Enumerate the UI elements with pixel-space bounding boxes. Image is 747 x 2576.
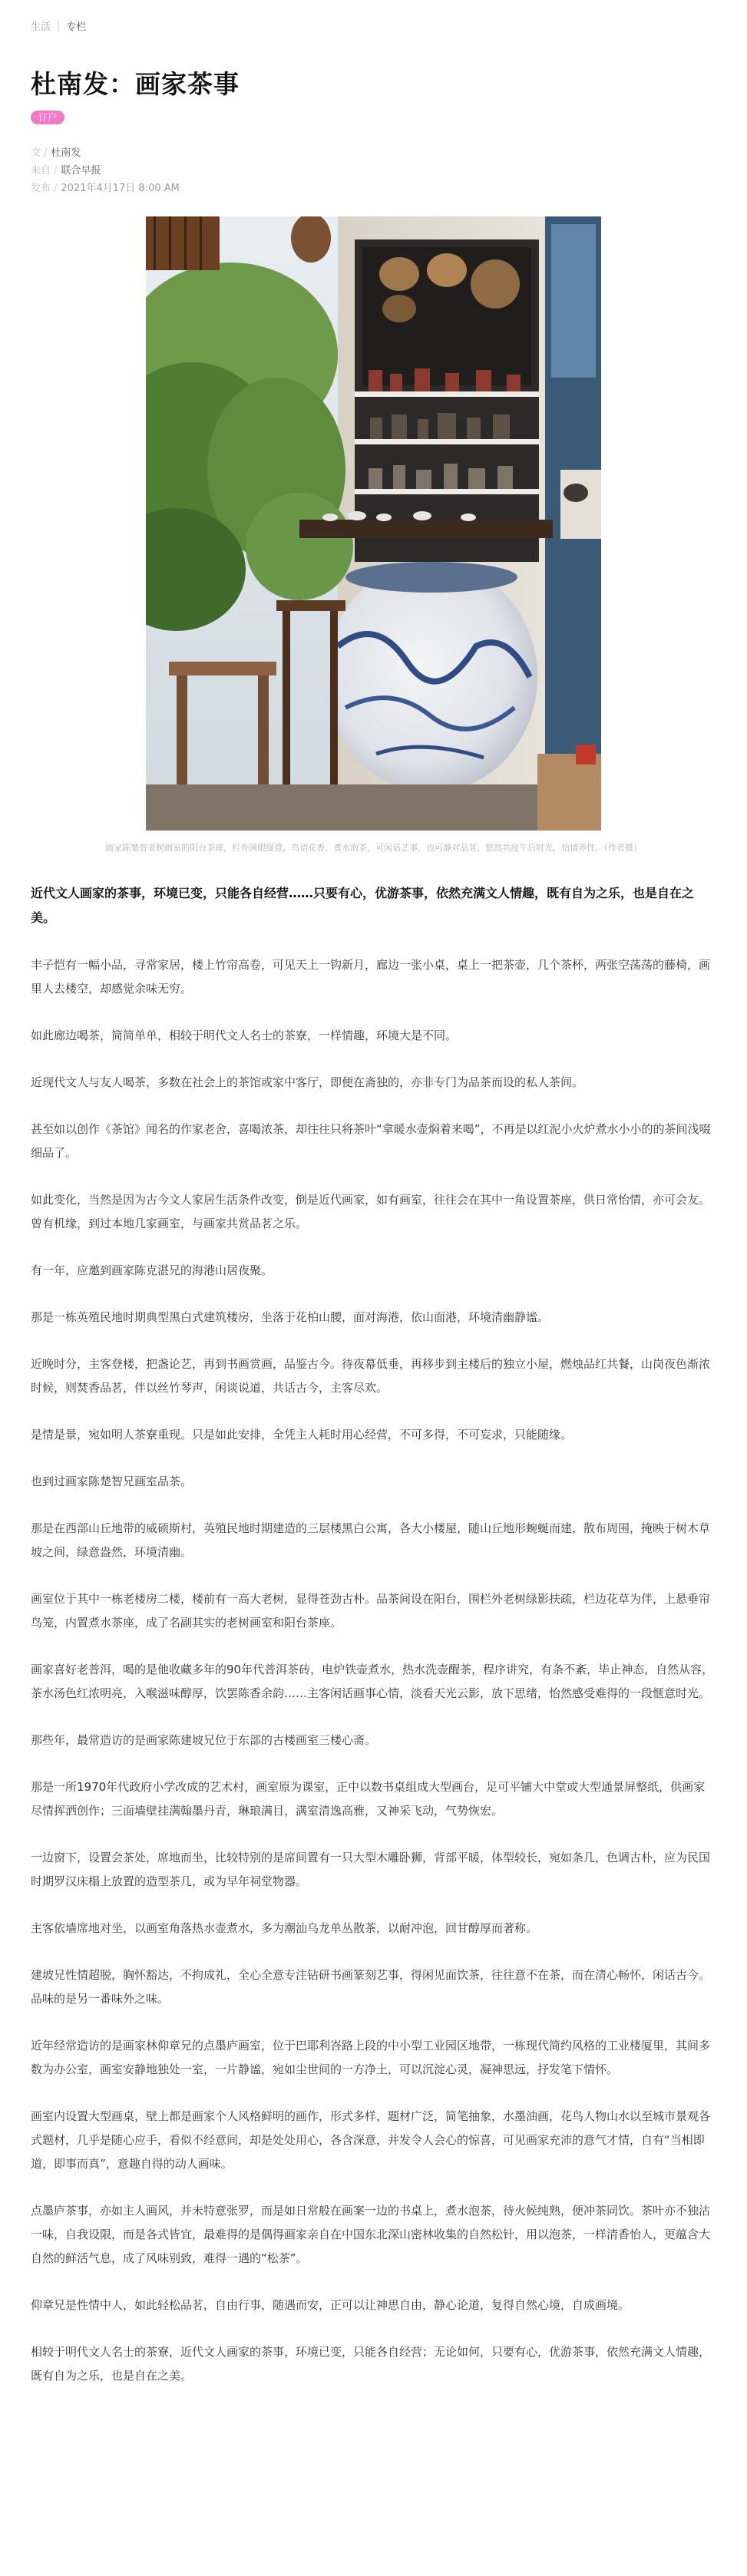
- breadcrumb-separator: |: [57, 19, 61, 31]
- article-meta: [31, 144, 716, 197]
- author-link[interactable]: 杜南发: [51, 147, 81, 159]
- article-paragraph: 甚至如以创作《茶馆》闻名的作家老舍，喜喝浓茶，却往往只将茶叶“拿暖水壶焖着来喝”，不再是以红泥小火炉煮水小小的的茶间浅啜细品了。: [31, 1122, 711, 1160]
- article-paragraph: 画室内设置大型画桌，壁上都是画家个人风格鲜明的画作，形式多样，题材广泛，简笔抽象，水墨油画，花鸟人物山水以至城市景观各式题材，几乎是随心应手，看似不经意间，却是处处用心，各含深意，并发令人会心的惊喜，可见画家充沛的意气才情，自有“当相即道，即事而真”，意趣自得的动人画味。: [31, 2109, 711, 2171]
- article-paragraph: 仰章兄是性情中人，如此轻松品茗，自由行事，随遇而安，正可以让神思自由，静心论道，复得自然心境，自成画境。: [31, 2298, 630, 2312]
- article-paragraph: 主客依墙席地对坐，以画室角落热水壶煮水，多为潮汕乌龙单丛散茶，以耐冲泡，回甘醇厚而著称。: [31, 1921, 538, 1935]
- article-body: [31, 953, 716, 2388]
- article-paragraph: 如此廊边喝茶，简简单单，相较于明代文人名士的茶寮，一样情趣，环境大是不同。: [31, 1029, 458, 1042]
- published-row: [31, 180, 716, 197]
- article-paragraph: 丰子恺有一幅小品，寻常家居，楼上竹帘高卷，可见天上一钩新月，廊边一张小桌，桌上一把茶壶，几个茶杯，两张空荡荡的藤椅，画里人去楼空，却感觉余味无穷。: [31, 958, 711, 996]
- source-name: 联合早报: [61, 165, 101, 177]
- published-date: 2021年4月17日 8:00 AM: [61, 183, 180, 194]
- author-row: [31, 144, 716, 162]
- article-paragraph: 是情是景，宛如明人茶寮重现。只是如此安排，全凭主人耗时用心经营，不可多得，不可妄求，只能随缘。: [31, 1428, 573, 1442]
- article-photo[interactable]: [146, 216, 601, 831]
- article-lead: 近代文人画家的茶事，环境已变，只能各自经营……只要有心，优游茶事，依然充满文人情趣，既有自为之乐，也是自在之美。: [31, 886, 695, 925]
- article-paragraph: 相较于明代文人名士的茶寮，近代文人画家的茶事，环境已变，只能各自经营；无论如何，只要有心，优游茶事，依然充满文人情趣，既有自为之乐，也是自在之美。: [31, 2345, 711, 2383]
- breadcrumb: [31, 17, 716, 34]
- article-paragraph: 点墨庐茶事，亦如主人画风，并未特意张罗，而是如日常般在画案一边的书桌上，煮水泡茶，待火候纯熟，便冲茶同饮。茶叶亦不独沽一味，自我设限，而是各式皆宜，最难得的是偶得画家亲自在中国东北深山密林收集的自然松针，用以泡茶，一样清香怡人，更蕴含大自然的鲜活气息，成了风味别致，难得一遇的“松茶”。: [31, 2204, 711, 2265]
- article-paragraph: 画室位于其中一栋老楼房二楼，楼前有一高大老树，显得苍劲古朴。品茶间设在阳台，围栏外老树绿影扶疏，栏边花草为伴，上悬垂帘鸟笼，内置煮水茶座，成了名副其实的老树画室和阳台茶座。: [31, 1592, 711, 1630]
- breadcrumb-current[interactable]: 专栏: [66, 21, 87, 33]
- source-label: 来自: [31, 165, 51, 177]
- article-paragraph: 那是一栋英殖民地时期典型黑白式建筑楼房，坐落于花柏山腰，面对海港，依山面港，环境清幽静谧。: [31, 1310, 550, 1324]
- meta-separator: /: [44, 147, 48, 159]
- article-paragraph: 一边窗下，设置会茶处，席地而坐，比较特别的是席间置有一只大型木雕卧狮，背部平暖，体型较长，宛如条几，色调古朴，应为民国时期罗汉床榻上放置的造型茶几，或为早年祠堂物器。: [31, 1851, 711, 1888]
- meta-separator: /: [54, 183, 58, 194]
- article-paragraph: 如此变化，当然是因为古今文人家居生活条件改变，倒是近代画家，如有画室，往往会在其中一角设置茶座，供日常怡情，亦可会友。曾有机缘，到过本地几家画室，与画家共赏品茗之乐。: [31, 1193, 711, 1230]
- article-paragraph: 画家喜好老普洱，喝的是他收藏多年的90年代普洱茶砖，电炉铁壶煮水，热水洗壶醒茶，程序讲究，有条不紊，毕止神态，自然从容，茶水汤色红浓明亮，入喉滋味醇厚，饮罢陈香余韵……主客闲话画事心情，淡看天光云影，放下思绪，怡然感受难得的一段惬意时光。: [31, 1663, 714, 1700]
- article-paragraph: 近晚时分，主客登楼，把盏论艺，再到书画赏画，品鉴古今。待夜幕低垂，再移步到主楼后的独立小屋，燃烛品红共餐，山岗夜色渐浓时候，则焚香品茗，伴以丝竹琴声，闲谈说道，共话古今，主客尽欢。: [31, 1357, 711, 1395]
- photo-caption: 画家陈楚智老树画室的阳台茶座，栏外满眼绿意，鸟语花香，煮水泡茶，可闲话艺事，也可静对品茗，悠然共度午后时光，怡情养性。（作者摄）: [105, 843, 642, 853]
- article-figure: [31, 216, 716, 855]
- meta-separator: /: [54, 165, 58, 177]
- article-title: 杜南发：画家茶事: [31, 69, 240, 99]
- article-paragraph: 近年经常造访的是画家林仰章兄的点墨庐画室，位于巴耶利峇路上段的中小型工业园区地带，一栋现代简约风格的工业楼厦里，其间多数为办公室，画室安静地独处一室，一片静谧，宛如尘世间的一方净土，可以沉淀心灵，凝神思远，抒发笔下情怀。: [31, 2039, 711, 2076]
- article-paragraph: 那些年，最常造访的是画家陈建坡兄位于东部的古楼画室三楼心斋。: [31, 1733, 377, 1747]
- published-label: 发布: [31, 183, 51, 194]
- breadcrumb-section-link[interactable]: 生活: [31, 21, 51, 33]
- article-paragraph: 也到过画家陈楚智兄画室品茶。: [31, 1475, 193, 1488]
- author-label: 文: [31, 147, 41, 159]
- article-paragraph: 那是在西部山丘地带的威硕斯村，英殖民地时期建造的三层楼黑白公寓，各大小楼屋，随山丘地形蜿蜒而建，散布周围，掩映于树木草坡之间，绿意盎然，环境清幽。: [31, 1521, 711, 1559]
- article-paragraph: 近现代文人与友人喝茶，多数在社会上的茶馆或家中客厅，即便在斋独的，亦非专门为品茶而设的私人茶间。: [31, 1075, 584, 1089]
- article-paragraph: 建坡兄性情超脱，胸怀豁达，不拘成礼，全心全意专注钻研书画篆刻艺事，得闲见面饮茶，往往意不在茶，而在清心畅怀，闲话古今。品味的是另一番味外之味。: [31, 1968, 711, 2006]
- source-row: [31, 162, 716, 180]
- article-paragraph: 有一年，应邀到画家陈克湛兄的海港山居夜聚。: [31, 1263, 273, 1277]
- subscriber-badge: 订户: [31, 111, 64, 124]
- article-paragraph: 那是一所1970年代政府小学改成的艺术村，画室原为课室，正中以数书桌组成大型画台，足可平铺大中堂或大型通景屏整纸，供画家尽情挥洒创作；三面墙壁挂满翰墨丹青，琳琅满目，满室清逸高雅，又神采飞动，气势恢宏。: [31, 1780, 706, 1818]
